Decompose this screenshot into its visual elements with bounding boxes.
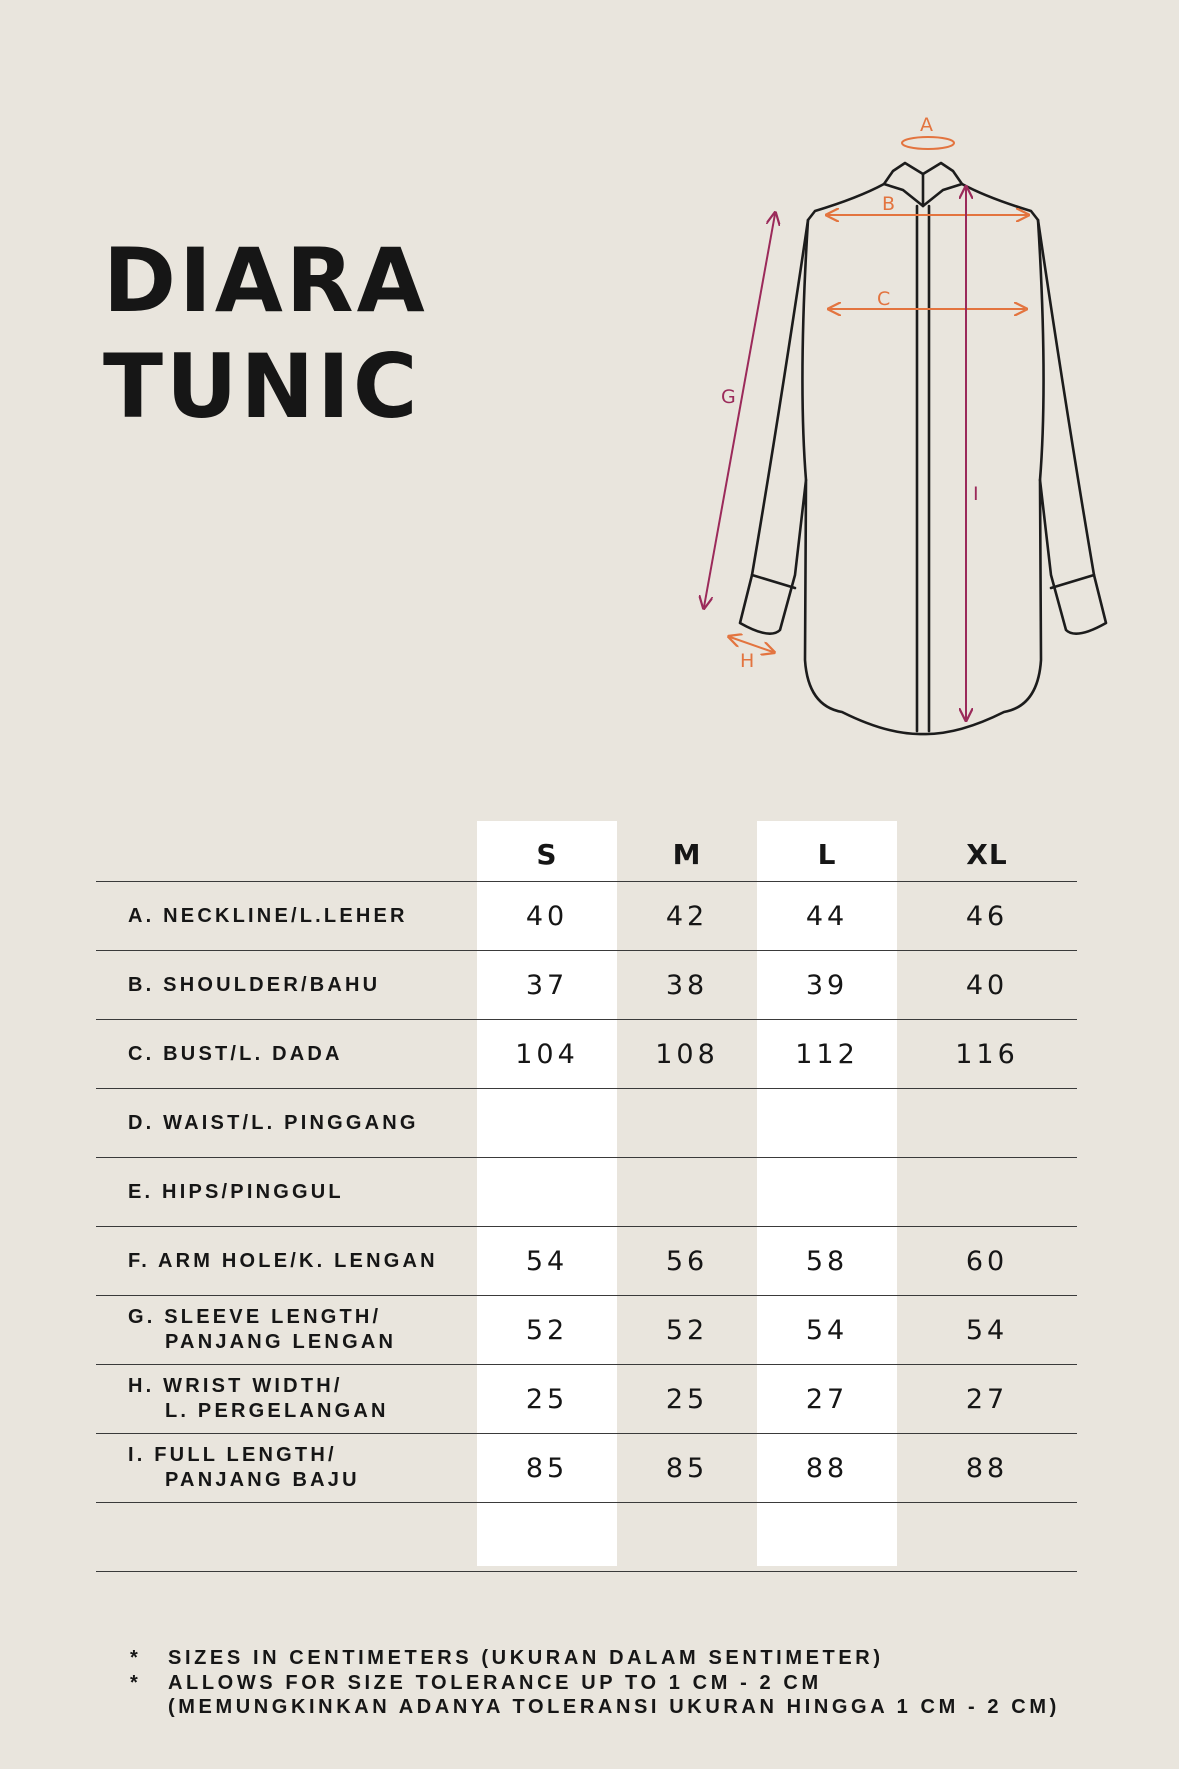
- table-cell: 54: [965, 1314, 1009, 1346]
- note-item: [130, 1646, 1060, 1671]
- note-item: [130, 1671, 1060, 1720]
- table-cell: 108: [655, 1038, 719, 1070]
- table-cell: 60: [965, 1245, 1009, 1277]
- size-chart-table: [96, 821, 1077, 1572]
- size-header-m: M: [672, 837, 702, 871]
- table-cell: 25: [665, 1383, 709, 1415]
- label-h: H: [740, 650, 755, 672]
- row-label-line2: PANJANG LENGAN: [165, 1331, 397, 1353]
- table-cell: 39: [805, 969, 849, 1001]
- size-header-s: S: [536, 837, 558, 871]
- row-label-line2: PANJANG BAJU: [165, 1469, 360, 1491]
- table-cell: 85: [665, 1452, 709, 1484]
- size-header-row: [96, 821, 1077, 882]
- table-cell: 52: [665, 1314, 709, 1346]
- row-label-line2: L. PERGELANGAN: [165, 1400, 389, 1422]
- table-cell: 116: [955, 1038, 1019, 1070]
- row-label: D. WAIST/L. PINGGANG: [128, 1111, 419, 1134]
- table-row: [96, 1089, 1077, 1158]
- table-cell: 88: [965, 1452, 1009, 1484]
- row-label: A. NECKLINE/L.LEHER: [128, 904, 408, 927]
- row-label: C. BUST/L. DADA: [128, 1042, 343, 1065]
- row-label: E. HIPS/PINGGUL: [128, 1180, 344, 1203]
- table-cell: 44: [805, 900, 849, 932]
- product-title: [103, 228, 428, 440]
- size-header-l: L: [817, 837, 837, 871]
- table-cell: 85: [525, 1452, 569, 1484]
- note-bullet: *: [130, 1671, 142, 1694]
- row-label: G. SLEEVE LENGTH/: [128, 1306, 382, 1328]
- table-cell: 52: [525, 1314, 569, 1346]
- table-cell: 88: [805, 1452, 849, 1484]
- label-a: A: [920, 114, 933, 136]
- table-cell: 40: [965, 969, 1009, 1001]
- table-row: [96, 951, 1077, 1020]
- note-bullet: *: [130, 1647, 142, 1669]
- size-notes: [130, 1646, 1060, 1720]
- table-cell: 58: [805, 1245, 849, 1277]
- note-text-line2: (MEMUNGKINKAN ADANYA TOLERANSI UKURAN HINGGA 1 CM - 2 CM): [168, 1696, 1060, 1718]
- table-cell: 104: [515, 1038, 579, 1070]
- table-row: [96, 1434, 1077, 1503]
- label-g: G: [721, 386, 736, 408]
- row-label: B. SHOULDER/BAHU: [128, 973, 381, 996]
- table-cell: 37: [525, 969, 569, 1001]
- table-cell: 27: [805, 1383, 849, 1415]
- table-cell: 46: [965, 900, 1009, 932]
- row-label: H. WRIST WIDTH/: [128, 1375, 343, 1397]
- tunic-measurement-diagram: [690, 110, 1130, 750]
- table-row: [96, 1296, 1077, 1365]
- table-row: [96, 1020, 1077, 1089]
- table-cell: 56: [665, 1245, 709, 1277]
- product-title-line1: DIARA: [103, 229, 428, 332]
- note-text: SIZES IN CENTIMETERS (UKURAN DALAM SENTIMETER): [168, 1647, 884, 1669]
- label-b: B: [882, 193, 896, 215]
- table-row: [96, 1365, 1077, 1434]
- product-title-line2: TUNIC: [103, 335, 421, 438]
- table-cell: 27: [965, 1383, 1009, 1415]
- size-header-xl: XL: [966, 837, 1008, 871]
- table-cell: 112: [795, 1038, 859, 1070]
- note-text: ALLOWS FOR SIZE TOLERANCE UP TO 1 CM - 2 CM: [168, 1671, 822, 1694]
- table-cell: 54: [525, 1245, 569, 1277]
- table-blank-row: [96, 1503, 1077, 1572]
- table-cell: 40: [525, 900, 569, 932]
- label-i: I: [973, 483, 979, 505]
- table-row: [96, 1227, 1077, 1296]
- table-cell: 54: [805, 1314, 849, 1346]
- row-label: F. ARM HOLE/K. LENGAN: [128, 1249, 438, 1272]
- sleeve-length-arrow: [704, 214, 775, 607]
- table-row: [96, 882, 1077, 951]
- neckline-measure-loop: [902, 137, 954, 149]
- table-cell: 42: [665, 900, 709, 932]
- row-label: I. FULL LENGTH/: [128, 1444, 337, 1466]
- table-cell: 38: [665, 969, 709, 1001]
- label-c: C: [877, 288, 891, 310]
- table-cell: 25: [525, 1383, 569, 1415]
- table-row: [96, 1158, 1077, 1227]
- tunic-outline: [740, 163, 1106, 734]
